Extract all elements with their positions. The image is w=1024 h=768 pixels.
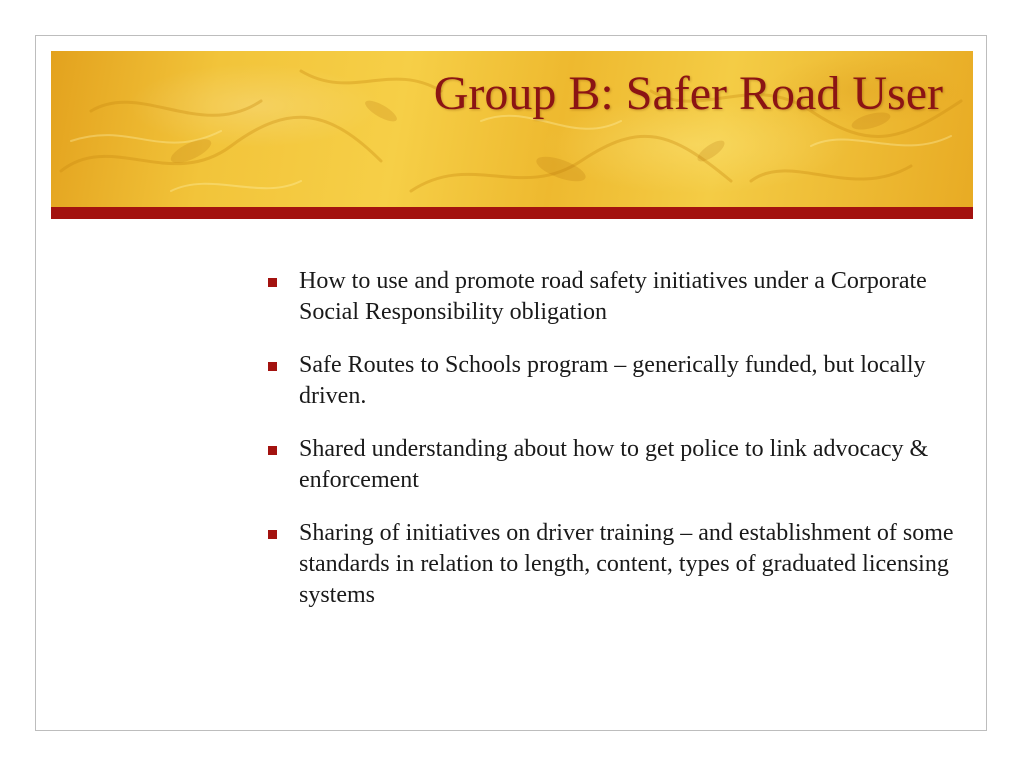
bullet-list: [268, 266, 958, 633]
bullet-text-1: How to use and promote road safety initiatives under a Corporate Social Responsibility obligation: [299, 268, 927, 325]
square-bullet-icon: [268, 278, 277, 287]
square-bullet-icon: [268, 530, 277, 539]
bullet-text-2: Safe Routes to Schools program – generically funded, but locally driven.: [299, 352, 926, 409]
title-underline-bar: [51, 207, 973, 219]
bullet-item-2: [268, 350, 958, 412]
square-bullet-icon: [268, 362, 277, 371]
bullet-item-3: [268, 434, 958, 496]
bullet-text-3: Shared understanding about how to get police to link advocacy & enforcement: [299, 436, 929, 493]
title-banner: [51, 51, 973, 207]
slide-title: Group B: Safer Road User: [433, 67, 943, 120]
bullet-item-1: [268, 266, 958, 328]
square-bullet-icon: [268, 446, 277, 455]
bullet-item-4: [268, 518, 958, 611]
bullet-text-4: Sharing of initiatives on driver training – and establishment of some standards in relation to length, content, types of graduated licensing systems: [299, 520, 954, 608]
